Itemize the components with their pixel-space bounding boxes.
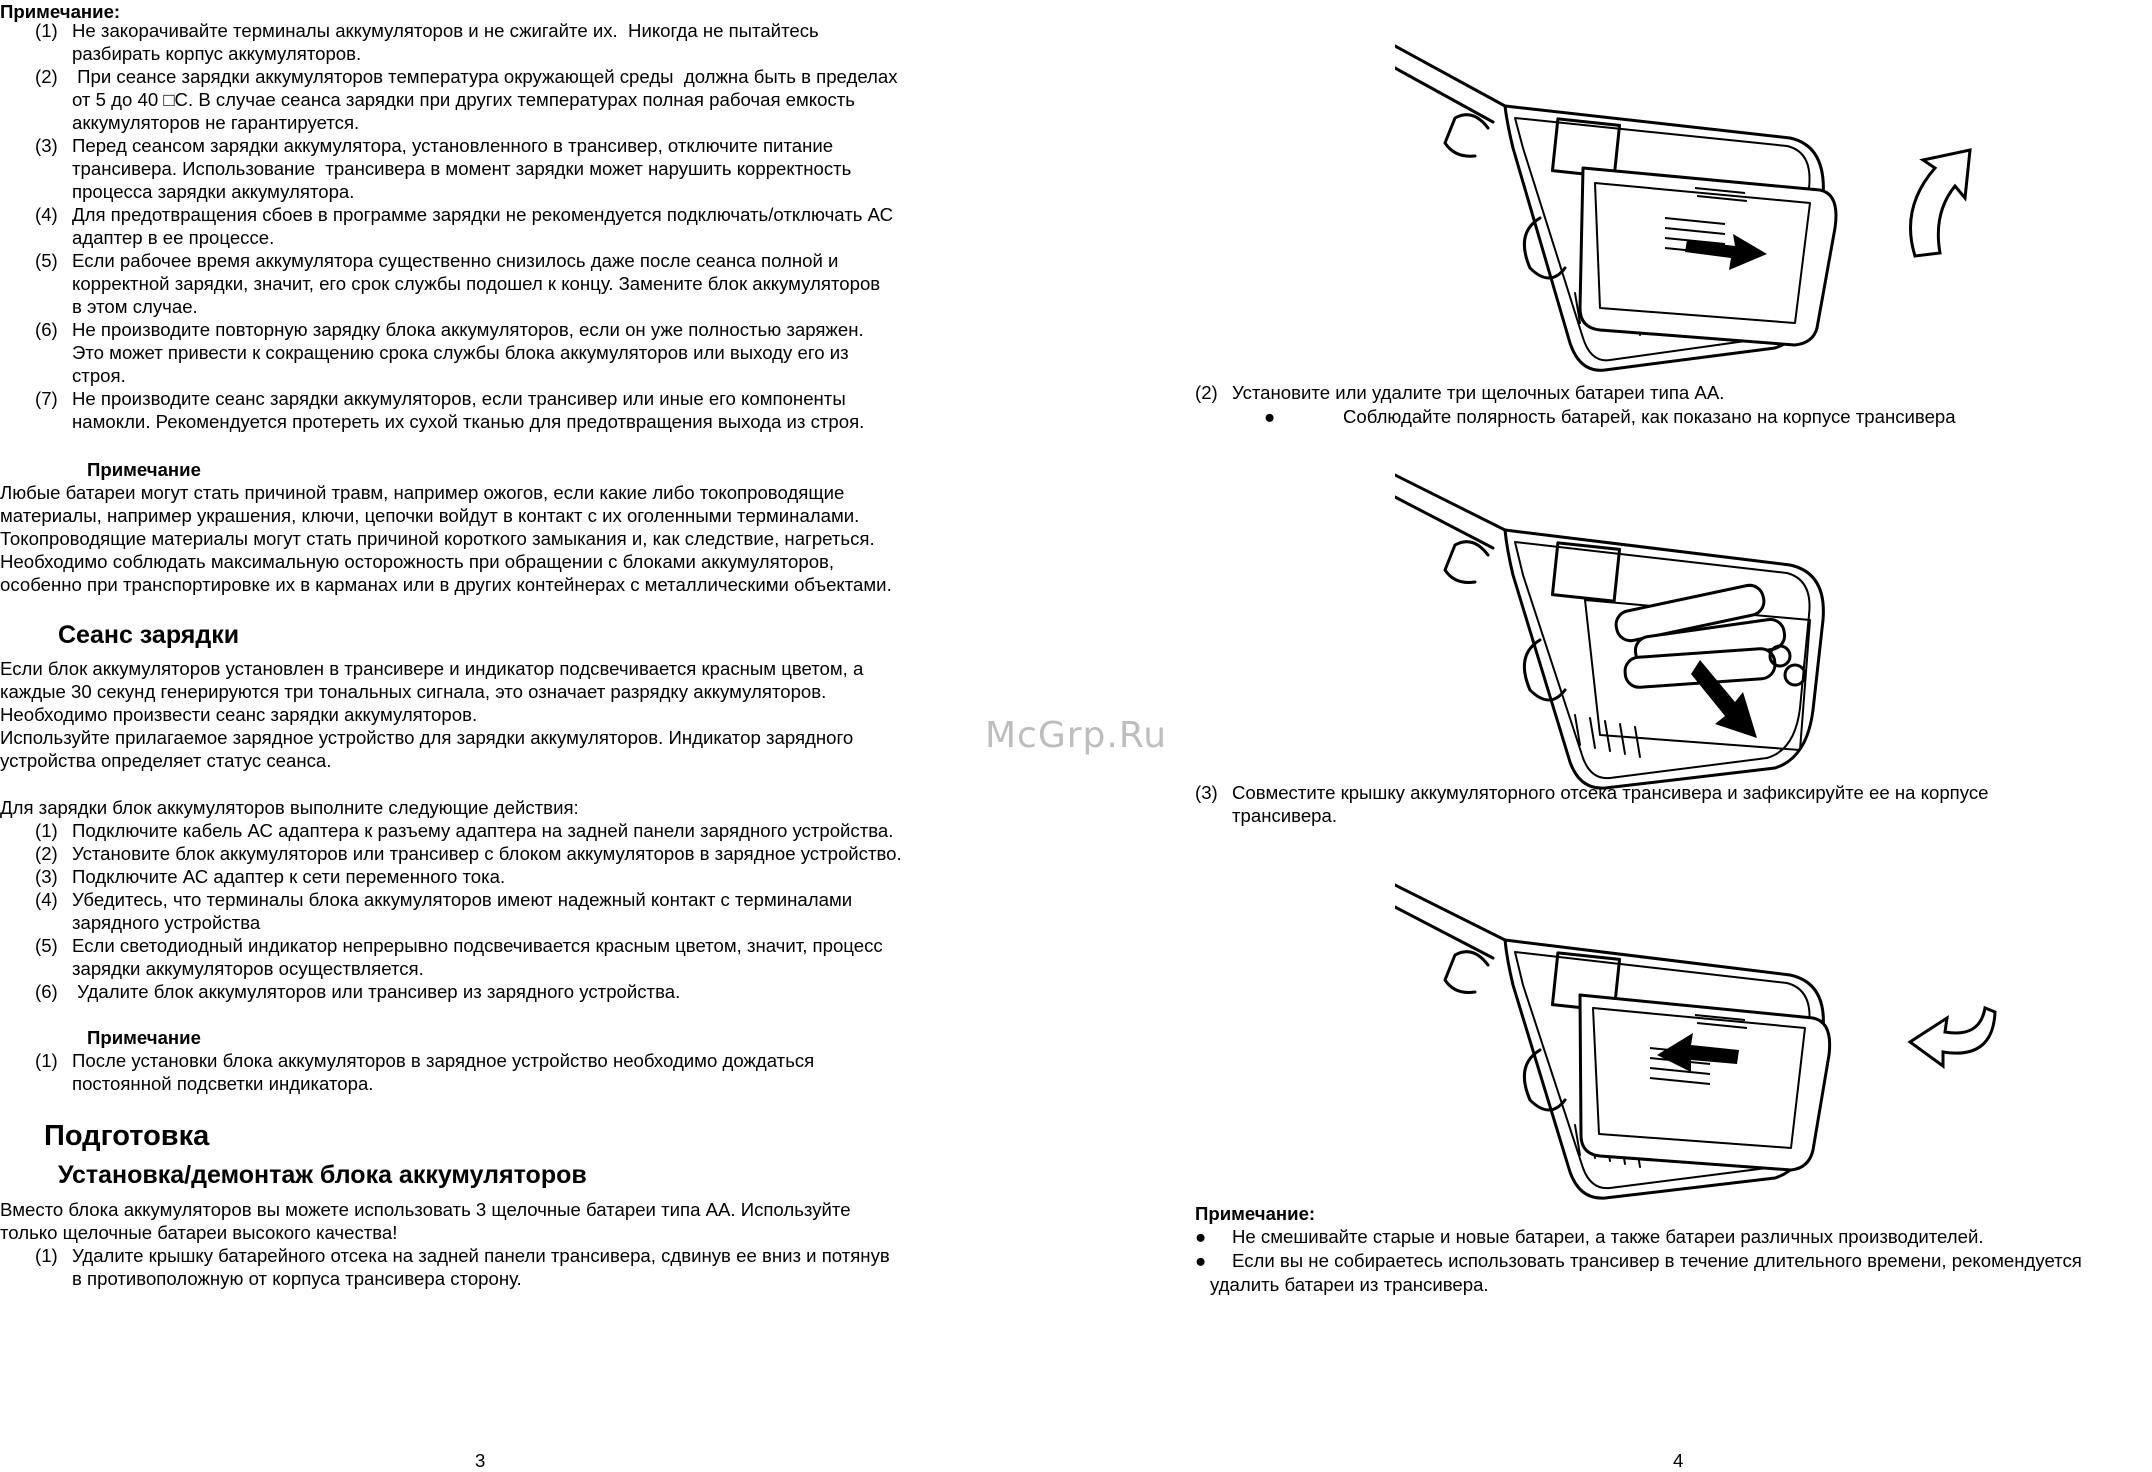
bullet-text: Не смешивайте старые и новые батареи, а также батареи различных производителей. <box>1232 1226 1984 1247</box>
step-item: Если светодиодный индикатор непрерывно подсвечивается красным цветом, значит, процесс зарядки аккумуляторов осуществляется. <box>72 935 883 979</box>
text-line: Необходимо соблюдать максимальную осторожность при обращении с блоками аккумуляторов, <box>0 551 835 572</box>
text-line: каждые 30 секунд генерируются три тональных сигнала, это означает разрядку аккумуляторов. <box>0 681 827 702</box>
text-line: только щелочные батареи высокого качества! <box>0 1222 398 1243</box>
text-line: материалы, например украшения, ключи, цепочки войдут в контакт с их оголенными терминалами. <box>0 505 860 526</box>
press-arrow-icon <box>1910 1008 1995 1066</box>
charging-paragraph <box>0 657 863 772</box>
note-item: Перед сеансом зарядки аккумулятора, установленного в трансивер, отключите питание трансивера. Использование трансивера в момент зарядки может нарушить корректность процесса зарядки аккумулятора. <box>72 135 852 202</box>
bullet-icon: ● <box>1264 406 1276 427</box>
bullet-text: Соблюдайте полярность батарей, как показано на корпусе трансивера <box>1343 406 1956 427</box>
page-3 <box>0 0 1000 1470</box>
step-item: Удалите блок аккумуляторов или трансивер из зарядного устройства. <box>72 981 681 1002</box>
text-line: Необходимо произвести сеанс зарядки аккумуляторов. <box>0 704 478 725</box>
bullet-text: Если вы не собираетесь использовать трансивер в течение длительного времени, рекомендуется <box>1232 1250 2082 1271</box>
note-item: При сеансе зарядки аккумуляторов температура окружающей среды должна быть в пределах от 5 до 40 □C. В случае сеанса зарядки при других температурах полная рабочая емкость аккумуляторов не гарантируется. <box>72 66 898 133</box>
text-line: особенно при транспортировке их в карманах или в других контейнерах с металлическими объектами. <box>0 574 892 595</box>
attach-cover-figure <box>1395 880 2115 1200</box>
step-2: (2) Установите или удалите три щелочных батареи типа АА. <box>1195 382 1725 403</box>
warning-paragraph <box>0 481 892 596</box>
text-line: Токопроводящие материалы могут стать причиной короткого замыкания и, как следствие, нагреться. <box>0 528 875 549</box>
note-item: Не производите сеанс зарядки аккумуляторов, если трансивер или иные его компоненты намокли. Рекомендуется протереть их сухой тканью для предотвращения выхода из строя. <box>72 388 865 432</box>
note-title: Примечание <box>87 459 201 480</box>
step-3: (3) Совместите крышку аккумуляторного отсека трансивера и зафиксируйте ее на корпусе трансивера. <box>1195 782 1989 826</box>
note-continuation: удалить батареи из трансивера. <box>1210 1274 1489 1295</box>
note-title: Примечание <box>87 1027 201 1048</box>
lift-arrow-icon <box>1911 150 1971 256</box>
text-line: устройства определяет статус сеанса. <box>0 750 332 771</box>
page-4 <box>1195 0 2152 1470</box>
note-item: После установки блока аккумуляторов в зарядное устройство необходимо дождаться постоянной подсветки индикатора. <box>72 1050 815 1094</box>
page-number: 3 <box>475 1450 486 1471</box>
note-title: Примечание: <box>1195 1203 1316 1224</box>
page-number: 4 <box>1673 1450 1684 1471</box>
section-heading: Сеанс зарядки <box>58 621 240 649</box>
text-line: Используйте прилагаемое зарядное устройство для зарядки аккумуляторов. Индикатор зарядного <box>0 727 854 748</box>
section-heading: Установка/демонтаж блока аккумуляторов <box>58 1161 587 1189</box>
note-item: Не закорачивайте терминалы аккумуляторов и не сжигайте их. Никогда не пытайтесь разбирать корпус аккумуляторов. <box>72 20 819 64</box>
install-steps-list <box>35 1244 890 1290</box>
step-item: Установите блок аккумуляторов или трансивер с блоком аккумуляторов в зарядное устройство. <box>72 843 902 864</box>
step-item: Убедитесь, что терминалы блока аккумуляторов имеют надежный контакт с терминалами зарядного устройства <box>72 889 853 933</box>
note-item: Для предотвращения сбоев в программе зарядки не рекомендуется подключать/отключать АС адаптер в ее процессе. <box>72 204 893 248</box>
step-item: Удалите крышку батарейного отсека на задней панели трансивера, сдвинув ее вниз и потянув в противоположную от корпуса трансивера сторону. <box>72 1245 890 1289</box>
bullet-icon: ● <box>1195 1226 1207 1247</box>
text-line: Если блок аккумуляторов установлен в трансивере и индикатор подсвечивается красным цветом, а <box>0 658 864 679</box>
note-item: Не производите повторную зарядку блока аккумуляторов, если он уже полностью заряжен. Это может привести к сокращению срока службы блока аккумуляторов или выходу его из строя. <box>72 319 864 386</box>
steps-list <box>35 819 902 1003</box>
note-title: Примечание: <box>0 1 121 22</box>
bullet-icon: ● <box>1195 1250 1207 1271</box>
steps-intro: Для зарядки блок аккумуляторов выполните следующие действия: <box>0 797 579 818</box>
page-heading: Подготовка <box>44 1120 210 1152</box>
step-2-text: Установите или удалите три щелочных батареи типа АА. <box>1232 382 1725 403</box>
note-item: Если рабочее время аккумулятора существенно снизилось даже после сеанса полной и корректной зарядки, значит, его срок службы подошел к концу. Замените блок аккумуляторов в этом случае. <box>72 250 881 317</box>
note-list <box>35 19 898 433</box>
install-paragraph <box>0 1198 851 1244</box>
watermark: McGrp.Ru <box>985 715 1168 756</box>
note-list <box>35 1049 814 1095</box>
insert-batteries-figure <box>1395 470 2115 790</box>
step-item: Подключите кабель АС адаптера к разъему адаптера на задней панели зарядного устройства. <box>72 820 894 841</box>
remove-cover-figure <box>1395 38 2115 378</box>
text-line: Любые батареи могут стать причиной травм, например ожогов, если какие либо токопроводящие <box>0 482 845 503</box>
text-line: Вместо блока аккумуляторов вы можете использовать 3 щелочные батареи типа АА. Используйте <box>0 1199 851 1220</box>
step-item: Подключите АС адаптер к сети переменного тока. <box>72 866 506 887</box>
step-3-text: Совместите крышку аккумуляторного отсека трансивера и зафиксируйте ее на корпусе трансивера. <box>1232 782 1989 826</box>
